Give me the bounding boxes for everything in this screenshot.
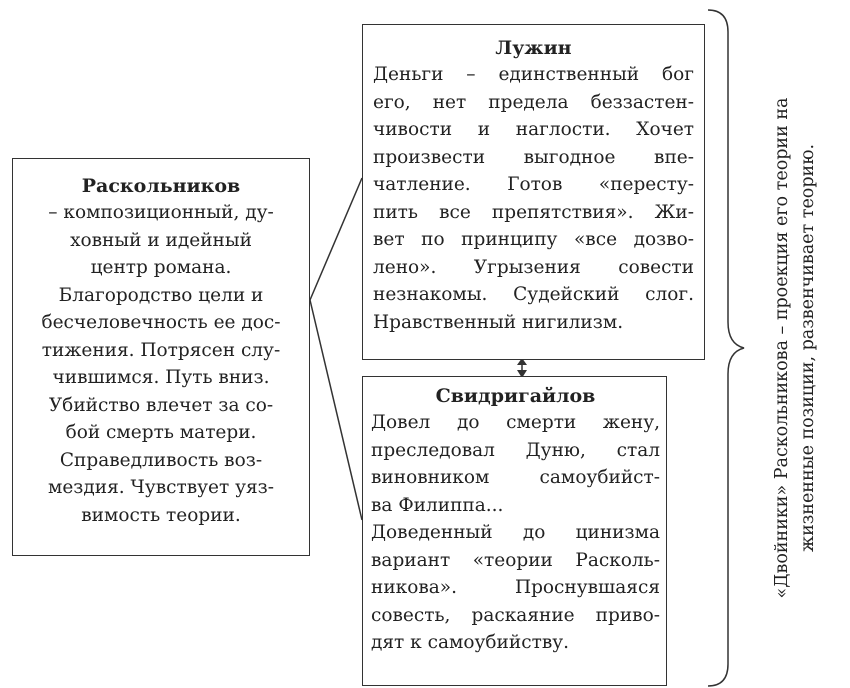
- text-line: тижения. Потрясен слу-: [41, 339, 281, 361]
- connector-raskolnikov-svidrigailov: [310, 300, 362, 520]
- luzhin-box: [362, 24, 705, 360]
- text-line: вет по принципу «все дозво-: [373, 229, 694, 250]
- text-line: Благородство цели и: [58, 284, 264, 306]
- text-line: совесть, раскаяние приво-: [371, 604, 660, 626]
- text-line: его, нет предела беззастен-: [373, 91, 694, 113]
- text-line: никова». Проснувшаяся: [371, 577, 660, 598]
- luzhin-description: [373, 61, 694, 336]
- text-line: незнакомы. Судейский слог.: [373, 284, 694, 305]
- text-line: чившимся. Путь вниз.: [52, 367, 270, 388]
- text-line: пить все препятствия». Жи-: [373, 201, 694, 223]
- side-note: [769, 68, 821, 628]
- svidrigailov-title: Свидригайлов: [435, 385, 596, 407]
- raskolnikov-title: Раскольников: [81, 175, 241, 197]
- text-line: произвести выгодное впе-: [373, 146, 694, 168]
- text-line: лено». Угрызения совести: [373, 256, 694, 278]
- text-line: виновником самоубийст-: [371, 467, 660, 488]
- connector-raskolnikov-luzhin: [310, 178, 362, 300]
- raskolnikov-description: [23, 199, 299, 529]
- text-line: вимость теории.: [81, 504, 241, 526]
- svidrigailov-description: [371, 409, 660, 657]
- text-line: бесчеловечность ее дос-: [41, 312, 281, 333]
- text-line: вариант «теории Расколь-: [371, 549, 660, 571]
- text-line: Довел до смерти жену,: [371, 412, 660, 433]
- text-line: Убийство влечет за со-: [48, 394, 274, 416]
- text-line: – композиционный, ду-: [48, 202, 274, 223]
- brace-icon: [708, 10, 744, 686]
- text-line: Доведенный до цинизма: [371, 522, 660, 543]
- text-line: преследовал Дуню, стал: [371, 439, 660, 461]
- text-line: чивости и наглости. Хочет: [373, 119, 694, 140]
- text-line: Справедливость воз-: [59, 449, 263, 471]
- text-line: мездия. Чувствует уяз-: [47, 477, 275, 498]
- side-note-line: «Двойники» Раскольникова – проекция его теории на: [772, 97, 792, 599]
- text-line: ва Филиппа...: [371, 494, 504, 516]
- text-line: бой смерть матери.: [65, 422, 257, 443]
- svidrigailov-box: [362, 376, 667, 686]
- text-line: дят к самоубийству.: [371, 632, 569, 653]
- text-line: ховный и идейный: [70, 229, 252, 251]
- side-note-line: жизненные позиции, развенчивает теорию.: [798, 143, 818, 553]
- text-line: центр романа.: [90, 257, 232, 278]
- text-line: Деньги – единственный бог: [373, 64, 694, 85]
- raskolnikov-box: [12, 158, 310, 556]
- luzhin-title: Лужин: [495, 37, 572, 59]
- text-line: Нравственный нигилизм.: [373, 311, 624, 333]
- text-line: чатление. Готов «пересту-: [373, 174, 694, 195]
